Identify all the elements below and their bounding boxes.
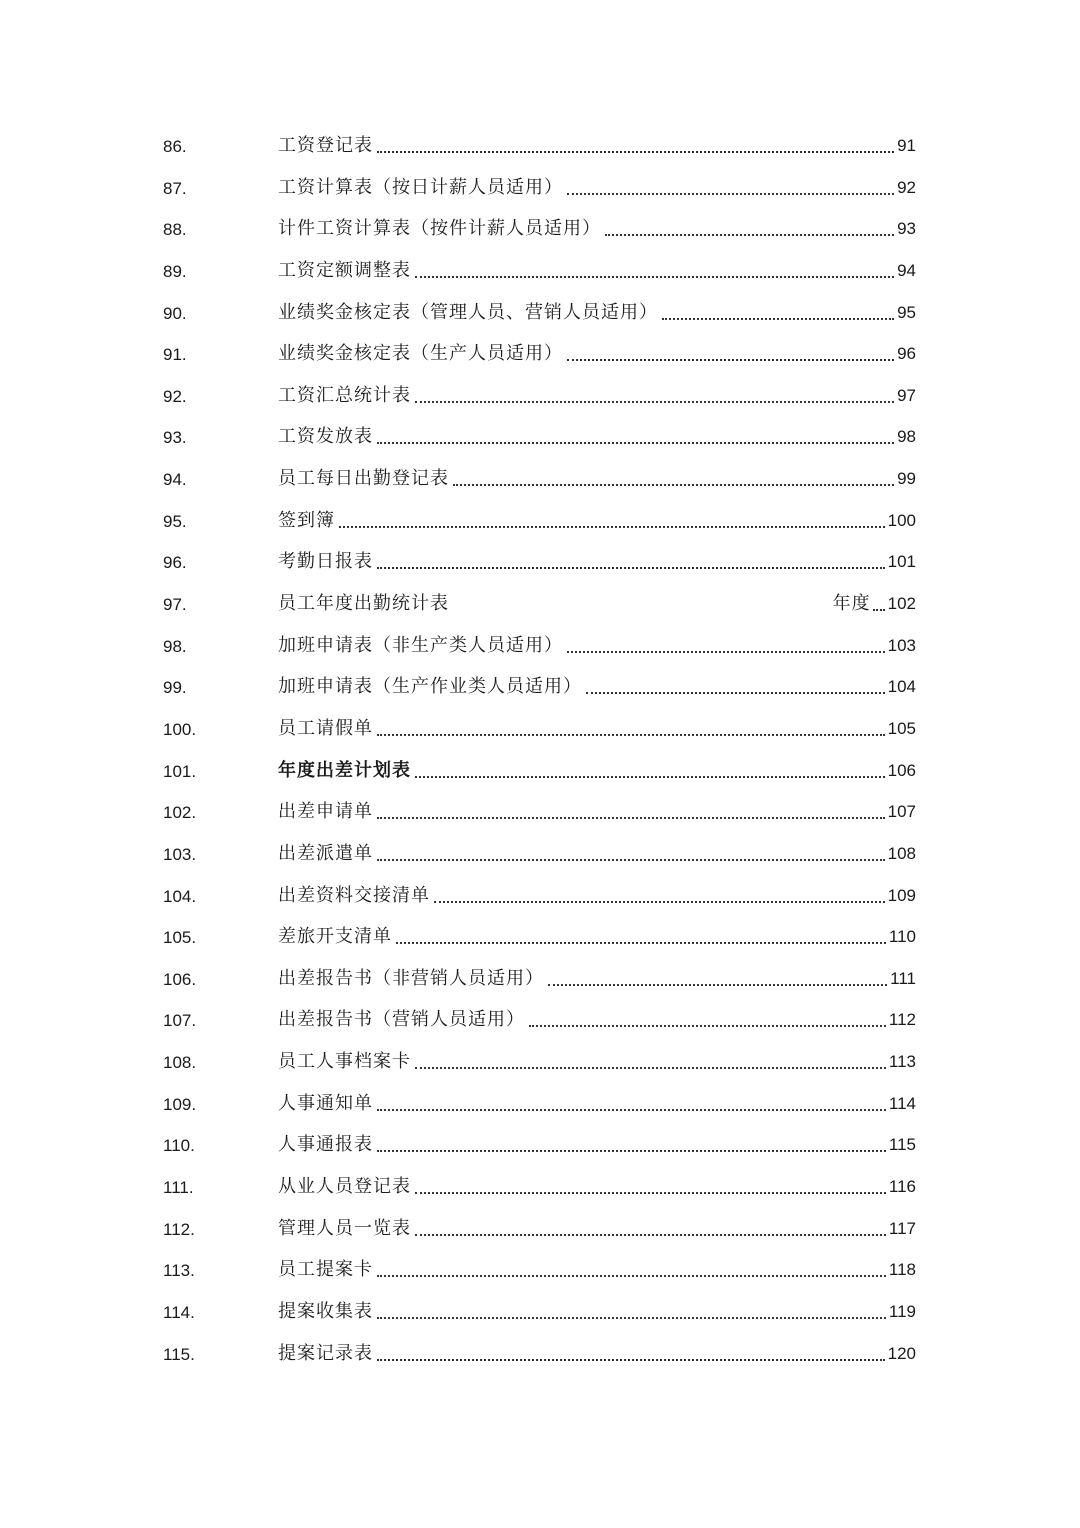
toc-entry-line [278,341,916,367]
dot-leader [415,276,894,278]
toc-entry-line [278,133,916,159]
toc-entry-number: 103. [163,844,197,864]
toc-entry-page-number: 104 [887,677,916,697]
dot-leader [377,734,885,736]
toc-entry-number: 97. [163,595,187,615]
toc-entry-number: 95. [163,511,187,531]
toc-entry-title: 加班申请表（生产作业类人员适用） [278,676,582,698]
dot-leader [396,942,886,944]
toc-entry-page-number: 91 [897,136,916,155]
dot-leader [873,609,885,611]
dot-leader [377,1150,886,1152]
toc-entry-number: 92. [163,386,187,406]
toc-entry-line [278,716,916,742]
toc-entry-title: 加班申请表（非生产类人员适用） [278,634,563,656]
toc-entry-page-number: 98 [897,427,916,447]
toc-entry-page-number: 117 [888,1218,916,1238]
toc-entry-page-number: 107 [887,802,916,822]
toc-entry-line [278,466,916,492]
toc-entry[interactable] [0,459,1080,501]
toc-entry-page-number: 101 [887,552,916,572]
dot-leader [377,151,894,153]
toc-entry-line [278,1007,916,1033]
toc-entry-number: 108. [163,1053,197,1073]
toc-entry-page-number: 116 [888,1177,916,1197]
toc-entry-page-number: 105 [887,718,916,738]
toc-entry-number: 99. [163,678,187,698]
toc-entry-title: 出差资料交接清单 [278,884,430,906]
dot-leader [377,1317,886,1319]
table-of-contents [0,126,1080,1375]
toc-entry-number: 93. [163,428,187,448]
toc-entry-title: 出差申请单 [278,801,373,823]
toc-entry-line [278,383,916,409]
toc-entry-number: 86. [163,137,187,156]
toc-entry[interactable] [0,751,1080,793]
toc-entry-line [278,1049,916,1075]
toc-entry-line [278,258,916,284]
toc-entry-page-number: 106 [887,760,916,780]
toc-entry-number: 101. [163,761,197,781]
toc-entry-title: 人事通报表 [278,1134,373,1156]
toc-entry-number: 115. [163,1344,195,1364]
toc-entry-prefix: 年度 [832,593,871,615]
toc-entry[interactable] [0,626,1080,668]
dot-leader [567,651,885,653]
toc-entry-title: 员工提案卡 [278,1259,373,1281]
dot-leader [434,901,885,903]
dot-leader [415,401,894,403]
dot-leader [377,1359,885,1361]
dot-leader [529,1025,886,1027]
toc-entry-title: 员工请假单 [278,717,373,739]
toc-entry-page-number: 119 [888,1301,916,1321]
toc-entry-number: 107. [163,1011,197,1031]
toc-entry-page-number: 109 [887,885,916,905]
toc-entry-number: 114. [163,1302,195,1322]
toc-entry-page-number: 114 [888,1093,916,1113]
toc-entry[interactable] [0,209,1080,251]
toc-entry-number: 105. [163,928,197,948]
toc-entry-title: 工资计算表（按日计薪人员适用） [278,176,563,198]
toc-entry-title: 出差报告书（营销人员适用） [278,1009,525,1031]
toc-entry-line [278,1341,916,1367]
toc-entry-number: 96. [163,553,187,573]
toc-entry-line [278,1216,916,1242]
toc-entry-number: 102. [163,803,197,823]
toc-entry-title: 员工每日出勤登记表 [278,468,449,490]
toc-entry[interactable] [0,1334,1080,1376]
toc-entry[interactable] [0,584,1080,626]
toc-entry-line [278,674,916,700]
dot-leader [415,1192,886,1194]
toc-entry-title: 签到簿 [278,509,335,531]
toc-entry[interactable] [0,667,1080,709]
toc-entry-title: 出差报告书（非营销人员适用） [278,967,544,989]
toc-entry-page-number: 102 [887,594,916,614]
toc-entry-title: 提案收集表 [278,1300,373,1322]
toc-entry-page-number: 100 [887,510,916,530]
toc-entry-line [278,758,916,784]
toc-entry-page-number: 112 [888,1010,916,1030]
dot-leader [548,984,887,986]
toc-entry-line [278,424,916,450]
dot-leader [377,817,885,819]
toc-entry-title: 员工人事档案卡 [278,1051,411,1073]
toc-entry-line [278,633,916,659]
toc-entry-page-number: 108 [887,843,916,863]
toc-entry[interactable] [0,834,1080,876]
toc-entry[interactable] [0,917,1080,959]
toc-entry-title: 工资发放表 [278,426,373,448]
toc-entry-line [278,841,916,867]
toc-entry-page-number: 99 [897,469,916,489]
toc-entry-page-number: 111 [890,968,916,988]
toc-entry[interactable] [0,876,1080,918]
toc-entry[interactable] [0,709,1080,751]
toc-entry-title: 从业人员登记表 [278,1176,411,1198]
toc-entry-number: 104. [163,886,197,906]
toc-entry[interactable] [0,417,1080,459]
toc-entry-page-number: 96 [897,344,916,364]
toc-entry-title: 管理人员一览表 [278,1217,411,1239]
toc-entry[interactable] [0,792,1080,834]
toc-entry-number: 87. [163,178,187,198]
toc-entry[interactable] [0,1042,1080,1084]
toc-entry-title: 差旅开支清单 [278,926,392,948]
toc-entry[interactable] [0,501,1080,543]
dot-leader [377,1109,886,1111]
toc-entry-title: 年度出差计划表 [278,759,411,781]
toc-entry-title: 提案记录表 [278,1342,373,1364]
dot-leader [377,859,885,861]
toc-entry-number: 100. [163,719,197,739]
toc-entry[interactable] [0,376,1080,418]
toc-entry[interactable] [0,1000,1080,1042]
dot-leader [567,193,894,195]
toc-entry-line [278,216,916,242]
toc-entry-page-number: 118 [888,1260,916,1280]
toc-entry-title: 工资登记表 [278,135,373,156]
dot-leader [586,692,885,694]
toc-entry-page-number: 113 [888,1052,916,1072]
toc-entry[interactable] [0,542,1080,584]
toc-entry-line [278,300,916,326]
toc-entry[interactable] [0,1209,1080,1251]
toc-entry-line [278,175,916,201]
dot-leader [453,484,894,486]
toc-entry-title: 出差派遣单 [278,842,373,864]
toc-entry[interactable] [0,1250,1080,1292]
toc-entry-page-number: 110 [888,927,916,947]
toc-entry-line [278,883,916,909]
toc-entry-number: 88. [163,220,187,240]
toc-entry-number: 106. [163,969,197,989]
toc-entry-title: 业绩奖金核定表（生产人员适用） [278,343,563,365]
toc-entry-title: 业绩奖金核定表（管理人员、营销人员适用） [278,301,658,323]
toc-entry-line [278,1257,916,1283]
dot-leader [605,234,894,236]
dot-leader [415,776,885,778]
toc-entry-page-number: 103 [887,635,916,655]
dot-leader [377,1275,886,1277]
toc-entry-title: 考勤日报表 [278,551,373,573]
toc-entry-number: 89. [163,261,187,281]
toc-entry-number: 109. [163,1094,197,1114]
toc-entry-title: 员工年度出勤统计表 [278,593,449,615]
toc-entry-number: 91. [163,345,187,365]
toc-entry-page-number: 93 [897,219,916,239]
toc-entry-number: 113. [163,1261,195,1281]
toc-entry-number: 94. [163,470,187,490]
toc-entry[interactable] [0,1084,1080,1126]
toc-entry-line [278,966,916,992]
toc-entry-line [278,924,916,950]
toc-entry-page-number: 94 [897,260,916,280]
toc-entry-title: 工资汇总统计表 [278,384,411,406]
dot-leader [377,567,885,569]
toc-entry-page-number: 92 [897,177,916,197]
toc-entry-page-number: 95 [897,302,916,322]
toc-entry-line [278,799,916,825]
toc-entry[interactable] [0,251,1080,293]
toc-entry[interactable] [0,168,1080,210]
toc-entry-page-number: 115 [888,1135,916,1155]
toc-entry-line [278,1091,916,1117]
toc-entry-line [278,508,916,534]
dot-leader [339,526,885,528]
toc-entry-number: 98. [163,636,187,656]
toc-entry-title: 计件工资计算表（按件计薪人员适用） [278,218,601,240]
toc-entry-line [278,1132,916,1158]
toc-entry-line [278,1174,916,1200]
toc-entry[interactable] [0,959,1080,1001]
toc-entry-title: 人事通知单 [278,1092,373,1114]
toc-entry-line [278,591,916,617]
toc-entry[interactable] [0,126,1080,168]
toc-entry-line [278,1299,916,1325]
toc-entry[interactable] [0,1292,1080,1334]
toc-entry[interactable] [0,293,1080,335]
toc-entry-number: 112. [163,1219,195,1239]
dot-leader [662,318,894,320]
toc-entry-line [278,549,916,575]
toc-entry-page-number: 120 [887,1343,916,1363]
toc-entry[interactable] [0,1125,1080,1167]
toc-entry[interactable] [0,334,1080,376]
dot-leader [377,442,894,444]
toc-entry-number: 90. [163,303,187,323]
dot-leader [415,1234,886,1236]
toc-entry-title: 工资定额调整表 [278,259,411,281]
dot-leader [567,359,894,361]
toc-entry-number: 111. [163,1178,194,1198]
toc-entry[interactable] [0,1167,1080,1209]
toc-entry-page-number: 97 [897,385,916,405]
toc-entry-number: 110. [163,1136,195,1156]
dot-leader [415,1067,886,1069]
